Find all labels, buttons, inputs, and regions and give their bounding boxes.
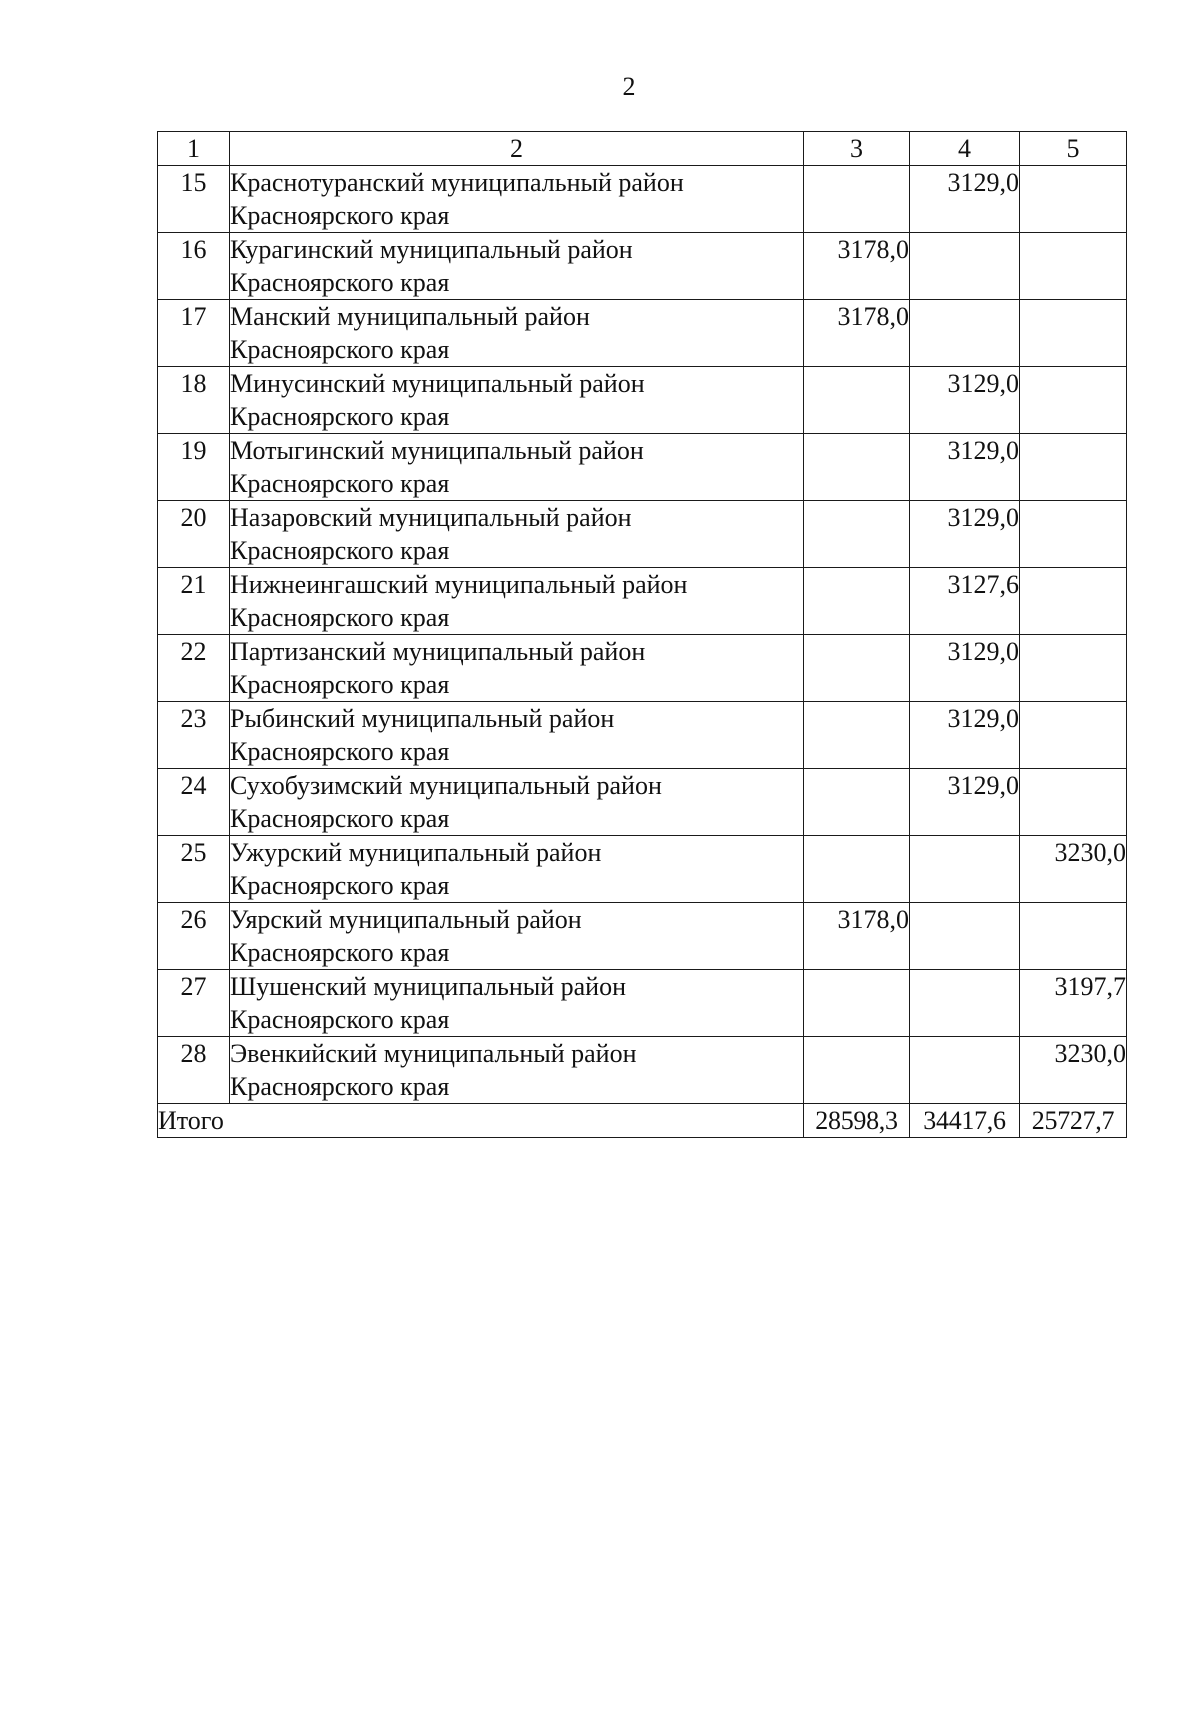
row-number: 26: [158, 903, 230, 970]
amount-column-3: [804, 635, 910, 702]
table-row: [158, 434, 1127, 501]
municipality-cell: [230, 568, 804, 635]
row-number: 20: [158, 501, 230, 568]
municipality-cell: [230, 1037, 804, 1104]
municipality-region: Красноярского края: [230, 603, 450, 632]
amount-column-4: 3129,0: [910, 501, 1020, 568]
municipality-region: Красноярского края: [230, 871, 450, 900]
amount-column-3: 3178,0: [804, 233, 910, 300]
amount-column-5: 3230,0: [1020, 836, 1127, 903]
column-header-5: 5: [1020, 132, 1127, 166]
amount-column-5: [1020, 769, 1127, 836]
municipality-cell: [230, 166, 804, 233]
amount-column-3: [804, 970, 910, 1037]
municipality-cell: [230, 769, 804, 836]
municipality-name: Уярский муниципальный район: [230, 905, 582, 934]
amount-column-5: 3197,7: [1020, 970, 1127, 1037]
amount-column-4: [910, 836, 1020, 903]
amount-column-4: 3129,0: [910, 367, 1020, 434]
municipality-name: Манский муниципальный район: [230, 302, 590, 331]
municipality-region: Красноярского края: [230, 1005, 450, 1034]
amount-column-3: 3178,0: [804, 903, 910, 970]
total-row: [158, 1104, 1127, 1138]
municipality-name: Назаровский муниципальный район: [230, 503, 632, 532]
amount-column-5: [1020, 367, 1127, 434]
municipality-region: Красноярского края: [230, 201, 450, 230]
municipality-name: Краснотуранский муниципальный район: [230, 168, 684, 197]
amount-column-4: [910, 903, 1020, 970]
row-number: 28: [158, 1037, 230, 1104]
municipality-region: Красноярского края: [230, 268, 450, 297]
amount-column-4: 3129,0: [910, 434, 1020, 501]
amount-column-3: 3178,0: [804, 300, 910, 367]
amount-column-4: 3129,0: [910, 702, 1020, 769]
amount-column-3: [804, 702, 910, 769]
municipality-region: Красноярского края: [230, 1072, 450, 1101]
row-number: 25: [158, 836, 230, 903]
row-number: 18: [158, 367, 230, 434]
amount-column-5: 3230,0: [1020, 1037, 1127, 1104]
municipality-region: Красноярского края: [230, 402, 450, 431]
municipality-name: Минусинский муниципальный район: [230, 369, 645, 398]
amount-column-3: [804, 367, 910, 434]
row-number: 16: [158, 233, 230, 300]
municipality-region: Красноярского края: [230, 536, 450, 565]
total-column-4: 34417,6: [910, 1104, 1020, 1138]
municipality-cell: [230, 836, 804, 903]
municipality-name: Партизанский муниципальный район: [230, 637, 646, 666]
amount-column-4: [910, 233, 1020, 300]
total-column-5: 25727,7: [1020, 1104, 1127, 1138]
amount-column-4: [910, 1037, 1020, 1104]
row-number: 23: [158, 702, 230, 769]
municipality-name: Шушенский муниципальный район: [230, 972, 626, 1001]
municipality-cell: [230, 233, 804, 300]
table-row: [158, 769, 1127, 836]
amount-column-3: [804, 501, 910, 568]
municipality-cell: [230, 367, 804, 434]
table-row: [158, 166, 1127, 233]
table-row: [158, 836, 1127, 903]
amount-column-4: [910, 300, 1020, 367]
table-row: [158, 233, 1127, 300]
municipality-cell: [230, 970, 804, 1037]
municipality-name: Эвенкийский муниципальный район: [230, 1039, 637, 1068]
table-row: [158, 367, 1127, 434]
municipality-name: Мотыгинский муниципальный район: [230, 436, 644, 465]
municipality-region: Красноярского края: [230, 804, 450, 833]
row-number: 17: [158, 300, 230, 367]
column-header-2: 2: [230, 132, 804, 166]
row-number: 24: [158, 769, 230, 836]
amount-column-5: [1020, 635, 1127, 702]
amount-column-3: [804, 836, 910, 903]
municipality-cell: [230, 434, 804, 501]
amount-column-5: [1020, 233, 1127, 300]
amount-column-4: 3129,0: [910, 166, 1020, 233]
page-number: 2: [622, 72, 636, 101]
amount-column-5: [1020, 300, 1127, 367]
total-label: Итого: [158, 1104, 804, 1138]
row-number: 19: [158, 434, 230, 501]
municipality-region: Красноярского края: [230, 469, 450, 498]
municipality-cell: [230, 635, 804, 702]
municipality-name: Нижнеингашский муниципальный район: [230, 570, 688, 599]
municipality-cell: [230, 702, 804, 769]
row-number: 22: [158, 635, 230, 702]
column-header-1: 1: [158, 132, 230, 166]
amount-column-5: [1020, 903, 1127, 970]
amount-column-5: [1020, 568, 1127, 635]
amount-column-5: [1020, 501, 1127, 568]
amount-column-3: [804, 1037, 910, 1104]
table-body: [158, 132, 1127, 1138]
allocation-table: [157, 131, 1127, 1138]
column-number-row: [158, 132, 1127, 166]
row-number: 15: [158, 166, 230, 233]
amount-column-3: [804, 166, 910, 233]
municipality-name: Курагинский муниципальный район: [230, 235, 633, 264]
amount-column-3: [804, 434, 910, 501]
table-row: [158, 635, 1127, 702]
amount-column-4: 3127,6: [910, 568, 1020, 635]
table-row: [158, 702, 1127, 769]
column-header-3: 3: [804, 132, 910, 166]
municipality-region: Красноярского края: [230, 938, 450, 967]
municipality-cell: [230, 300, 804, 367]
table-row: [158, 903, 1127, 970]
amount-column-3: [804, 769, 910, 836]
column-header-4: 4: [910, 132, 1020, 166]
amount-column-5: [1020, 434, 1127, 501]
amount-column-4: 3129,0: [910, 769, 1020, 836]
municipality-region: Красноярского края: [230, 670, 450, 699]
amount-column-5: [1020, 166, 1127, 233]
municipality-region: Красноярского края: [230, 737, 450, 766]
municipality-name: Ужурский муниципальный район: [230, 838, 602, 867]
amount-column-3: [804, 568, 910, 635]
amount-column-4: [910, 970, 1020, 1037]
municipality-cell: [230, 501, 804, 568]
row-number: 21: [158, 568, 230, 635]
amount-column-5: [1020, 702, 1127, 769]
amount-column-4: 3129,0: [910, 635, 1020, 702]
table-row: [158, 300, 1127, 367]
total-column-3: 28598,3: [804, 1104, 910, 1138]
municipality-cell: [230, 903, 804, 970]
table-row: [158, 501, 1127, 568]
table-row: [158, 1037, 1127, 1104]
municipality-region: Красноярского края: [230, 335, 450, 364]
row-number: 27: [158, 970, 230, 1037]
municipality-name: Рыбинский муниципальный район: [230, 704, 615, 733]
table-row: [158, 568, 1127, 635]
municipality-name: Сухобузимский муниципальный район: [230, 771, 662, 800]
table-row: [158, 970, 1127, 1037]
